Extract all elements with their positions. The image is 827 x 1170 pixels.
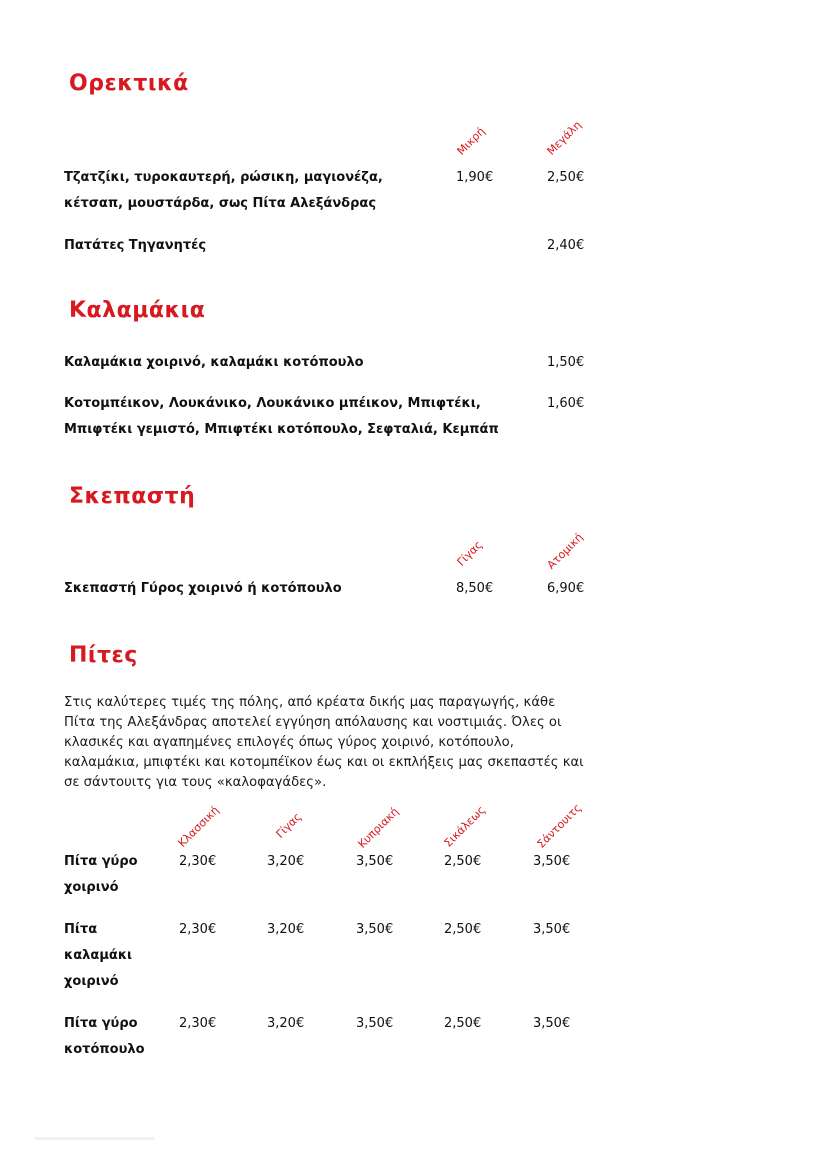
menu-item-kotompeikon-line1: Κοτομπέικον, Λουκάνικο, Λουκάνικο μπέικον, Μπιφτέκι, bbox=[64, 396, 481, 411]
pita-row-price: 2,50€ bbox=[444, 922, 482, 937]
pita-row-price: 2,30€ bbox=[179, 922, 217, 937]
column-header-sandwich: Σάντουιτς bbox=[534, 801, 584, 851]
section-title-pites: Πίτες bbox=[69, 643, 138, 668]
menu-item-kalamakia: Καλαμάκια χοιρινό, καλαμάκι κοτόπουλο bbox=[64, 355, 364, 370]
pita-row-name: Πίτα γύρο κοτόπουλο bbox=[64, 1016, 145, 1057]
pita-row-price: 2,50€ bbox=[444, 1016, 482, 1031]
section-title-skepasti: Σκεπαστή bbox=[69, 484, 196, 509]
price-skepasti-giant: 8,50€ bbox=[456, 581, 494, 596]
section-title-orektika: Ορεκτικά bbox=[69, 71, 189, 96]
pita-row-price: 3,50€ bbox=[356, 922, 394, 937]
menu-item-kotompeikon-line2: Μπιφτέκι γεμιστό, Μπιφτέκι κοτόπουλο, Σεφταλιά, Κεμπάπ bbox=[64, 422, 499, 437]
pita-row-price: 2,50€ bbox=[444, 854, 482, 869]
pita-row-name: Πίτα καλαμάκι χοιρινό bbox=[64, 922, 133, 989]
price-skepasti-single: 6,90€ bbox=[547, 581, 585, 596]
price-dips-large: 2,50€ bbox=[547, 170, 585, 185]
price-kalamakia: 1,50€ bbox=[547, 355, 585, 370]
price-fries: 2,40€ bbox=[547, 238, 585, 253]
column-header-small: Μικρή bbox=[454, 124, 488, 158]
price-dips-small: 1,90€ bbox=[456, 170, 494, 185]
pita-row-name: Πίτα γύρο χοιρινό bbox=[64, 854, 138, 895]
pita-row-price: 3,20€ bbox=[267, 922, 305, 937]
pita-row-price: 3,50€ bbox=[533, 1016, 571, 1031]
menu-item-dips-line2: κέτσαπ, μουστάρδα, σως Πίτα Αλεξάνδρας bbox=[64, 196, 377, 211]
pita-row-price: 3,20€ bbox=[267, 854, 305, 869]
pita-row-price: 3,50€ bbox=[533, 854, 571, 869]
pites-description: Στις καλύτερες τιμές της πόλης, από κρέατα δικής μας παραγωγής, κάθε Πίτα της Αλεξάνδρας αποτελεί εγγύηση απόλαυσης και νοστιμιάς. Όλες οι κλασικές και αγαπημένες επιλογές όπως γύρος χοιρινό, κοτόπουλο, καλαμάκια, μπιφτέκι και κοτομπέϊκον έως και οι εκπλήξεις μας σκεπαστές και σε σάντουιτς για τους «καλοφαγάδες». bbox=[64, 695, 584, 790]
footer-mark bbox=[34, 1137, 154, 1140]
pita-row-price: 2,30€ bbox=[179, 1016, 217, 1031]
price-kotompeikon: 1,60€ bbox=[547, 396, 585, 411]
menu-item-skepasti: Σκεπαστή Γύρος χοιρινό ή κοτόπουλο bbox=[64, 581, 342, 596]
section-title-kalamakia: Καλαμάκια bbox=[69, 298, 206, 323]
pita-row-price: 3,50€ bbox=[356, 1016, 394, 1031]
column-header-rye: Σικάλεως bbox=[441, 803, 488, 850]
column-header-classic: Κλασσική bbox=[175, 803, 222, 850]
pita-row-price: 3,50€ bbox=[356, 854, 394, 869]
column-header-cypriot: Κυπριακή bbox=[355, 805, 402, 851]
column-header-giant: Γίγας bbox=[454, 538, 485, 569]
pita-row-price: 2,30€ bbox=[179, 854, 217, 869]
menu-item-fries: Πατάτες Τηγανητές bbox=[64, 238, 207, 253]
column-header-pita-giant: Γίγας bbox=[273, 810, 304, 841]
menu-item-dips-line1: Τζατζίκι, τυροκαυτερή, ρώσικη, μαγιονέζα, bbox=[64, 170, 383, 185]
column-header-single: Ατομική bbox=[544, 530, 586, 572]
pita-row-price: 3,20€ bbox=[267, 1016, 305, 1031]
pita-row-price: 3,50€ bbox=[533, 922, 571, 937]
column-header-large: Μεγάλη bbox=[544, 118, 584, 158]
